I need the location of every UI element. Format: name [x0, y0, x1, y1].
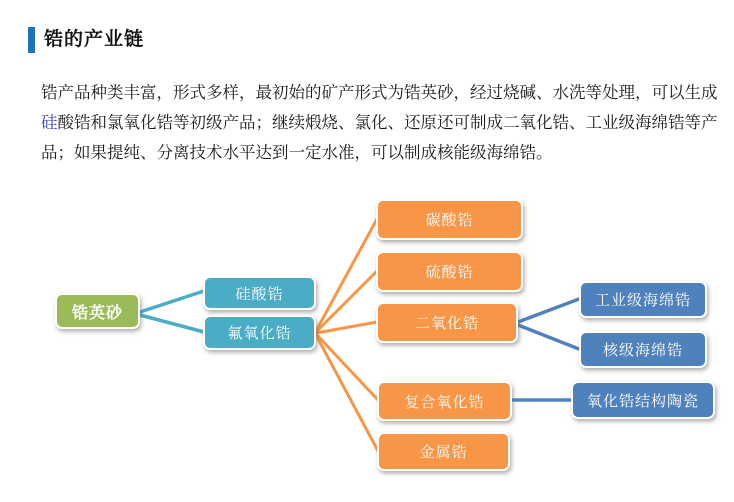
- node-zirconium-oxyfluoride: 氟氧化锆: [203, 315, 316, 350]
- paragraph-line-3: 品；如果提纯、分离技术水平达到一定水准，可以制成核能级海绵锆。: [41, 144, 553, 162]
- node-composite-zirconia: 复合氧化锆: [377, 381, 512, 421]
- inline-link[interactable]: 硅: [41, 114, 58, 132]
- node-industrial-sponge-zirconium: 工业级海绵锆: [579, 281, 707, 318]
- node-zircon-sand: 锆英砂: [55, 293, 140, 329]
- node-zirconium-dioxide: 二氧化锆: [376, 302, 518, 343]
- node-zirconium-carbonate: 碳酸锆: [376, 199, 523, 240]
- paragraph-line-2-text: 酸锆和氯氧化锆等初级产品；继续煅烧、氯化、还原还可制成二氧化锆、工业级海绵锆等产: [57, 114, 718, 132]
- node-zirconium-metal: 金属锆: [377, 432, 510, 471]
- node-nuclear-sponge-zirconium: 核级海绵锆: [579, 331, 707, 368]
- node-zirconia-structural-ceramics: 氧化锆结构陶瓷: [571, 381, 715, 419]
- node-zirconium-sulfate: 硫酸锆: [376, 251, 523, 292]
- paragraph-line-1: 锆产品种类丰富，形式多样，最初始的矿产形式为锆英砂，经过烧碱、水洗等处理，可以生成: [41, 84, 718, 102]
- page-title: 锆的产业链: [44, 29, 145, 50]
- node-zirconium-silicate: 硅酸锆: [203, 276, 316, 310]
